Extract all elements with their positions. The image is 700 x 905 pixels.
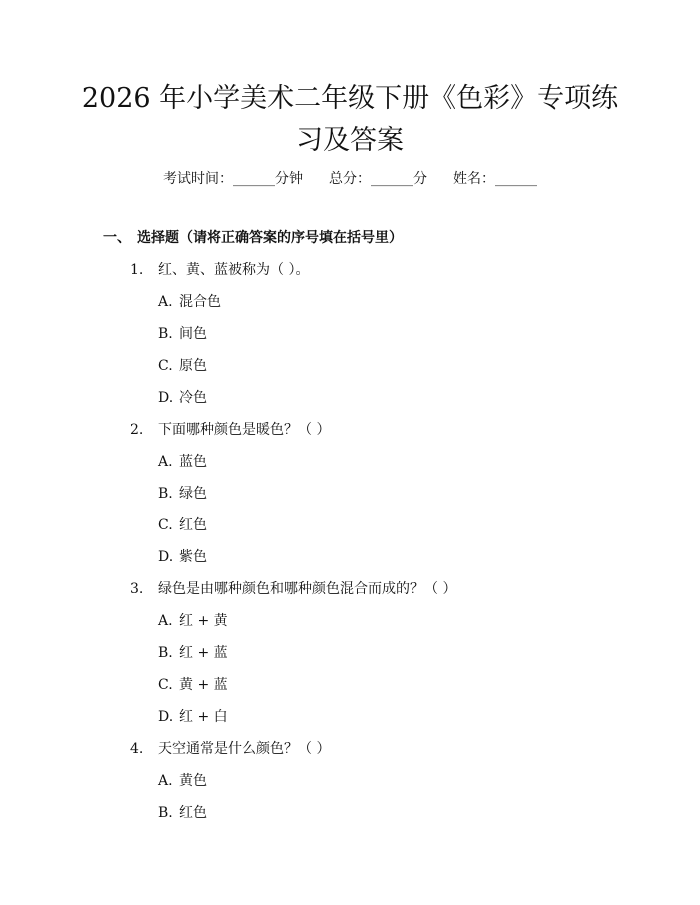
question-2-option-a (158, 452, 207, 472)
option-letter: C. (158, 517, 173, 533)
document-title: 2026 年小学美术二年级下册《色彩》专项练习及答案 (81, 83, 619, 156)
question-text: 天空通常是什么颜色？（ ） (158, 741, 331, 757)
option-text: 混合色 (179, 294, 221, 310)
total-score-label: 总分：______分 (329, 171, 427, 187)
option-text: 紫色 (179, 549, 207, 565)
question-number: 3. (130, 581, 144, 597)
option-letter: D. (158, 709, 174, 725)
option-letter: C. (158, 358, 173, 374)
question-3 (130, 579, 456, 599)
question-1-option-a (158, 292, 221, 312)
option-letter: B. (158, 486, 173, 502)
option-text: 原色 (179, 358, 207, 374)
option-letter: A. (158, 294, 173, 310)
option-text: 红 + 白 (179, 709, 228, 725)
question-2-option-b (158, 484, 207, 504)
question-1-option-d (158, 388, 207, 408)
question-2-option-c (158, 515, 207, 535)
exam-time-label: 考试时间：______分钟 (163, 171, 303, 187)
question-text: 绿色是由哪种颜色和哪种颜色混合而成的？（ ） (158, 581, 457, 597)
question-2-option-d (158, 547, 207, 567)
option-letter: C. (158, 677, 173, 693)
option-text: 绿色 (179, 486, 207, 502)
section-number: 一、 (103, 230, 131, 246)
question-1 (130, 260, 309, 280)
question-3-option-d (158, 707, 228, 727)
question-4 (130, 739, 330, 759)
question-number: 1. (130, 262, 144, 278)
option-letter: A. (158, 613, 173, 629)
question-2 (130, 420, 330, 440)
question-text: 下面哪种颜色是暖色？（ ） (158, 422, 331, 438)
option-text: 红 + 蓝 (179, 645, 228, 661)
option-letter: B. (158, 326, 173, 342)
question-3-option-b (158, 643, 228, 663)
question-number: 2. (130, 422, 144, 438)
section-title: 选择题（请将正确答案的序号填在括号里） (137, 230, 403, 246)
name-label: 姓名：______ (453, 171, 537, 187)
option-letter: D. (158, 549, 174, 565)
exam-meta (0, 169, 700, 189)
option-letter: D. (158, 390, 174, 406)
option-text: 间色 (179, 326, 207, 342)
section-heading (103, 228, 403, 248)
option-letter: B. (158, 645, 173, 661)
question-4-option-b (158, 803, 207, 823)
question-1-option-c (158, 356, 207, 376)
question-text: 红、黄、蓝被称为（ ）。 (158, 262, 310, 278)
option-text: 黄色 (179, 773, 207, 789)
option-text: 红色 (179, 517, 207, 533)
question-3-option-c (158, 675, 228, 695)
option-text: 红 + 黄 (179, 613, 228, 629)
option-letter: A. (158, 454, 173, 470)
option-letter: B. (158, 805, 173, 821)
option-text: 蓝色 (179, 454, 207, 470)
question-4-option-a (158, 771, 207, 791)
option-text: 冷色 (179, 390, 207, 406)
question-3-option-a (158, 611, 228, 631)
option-letter: A. (158, 773, 173, 789)
option-text: 黄 + 蓝 (179, 677, 228, 693)
option-text: 红色 (179, 805, 207, 821)
question-1-option-b (158, 324, 207, 344)
question-number: 4. (130, 741, 144, 757)
